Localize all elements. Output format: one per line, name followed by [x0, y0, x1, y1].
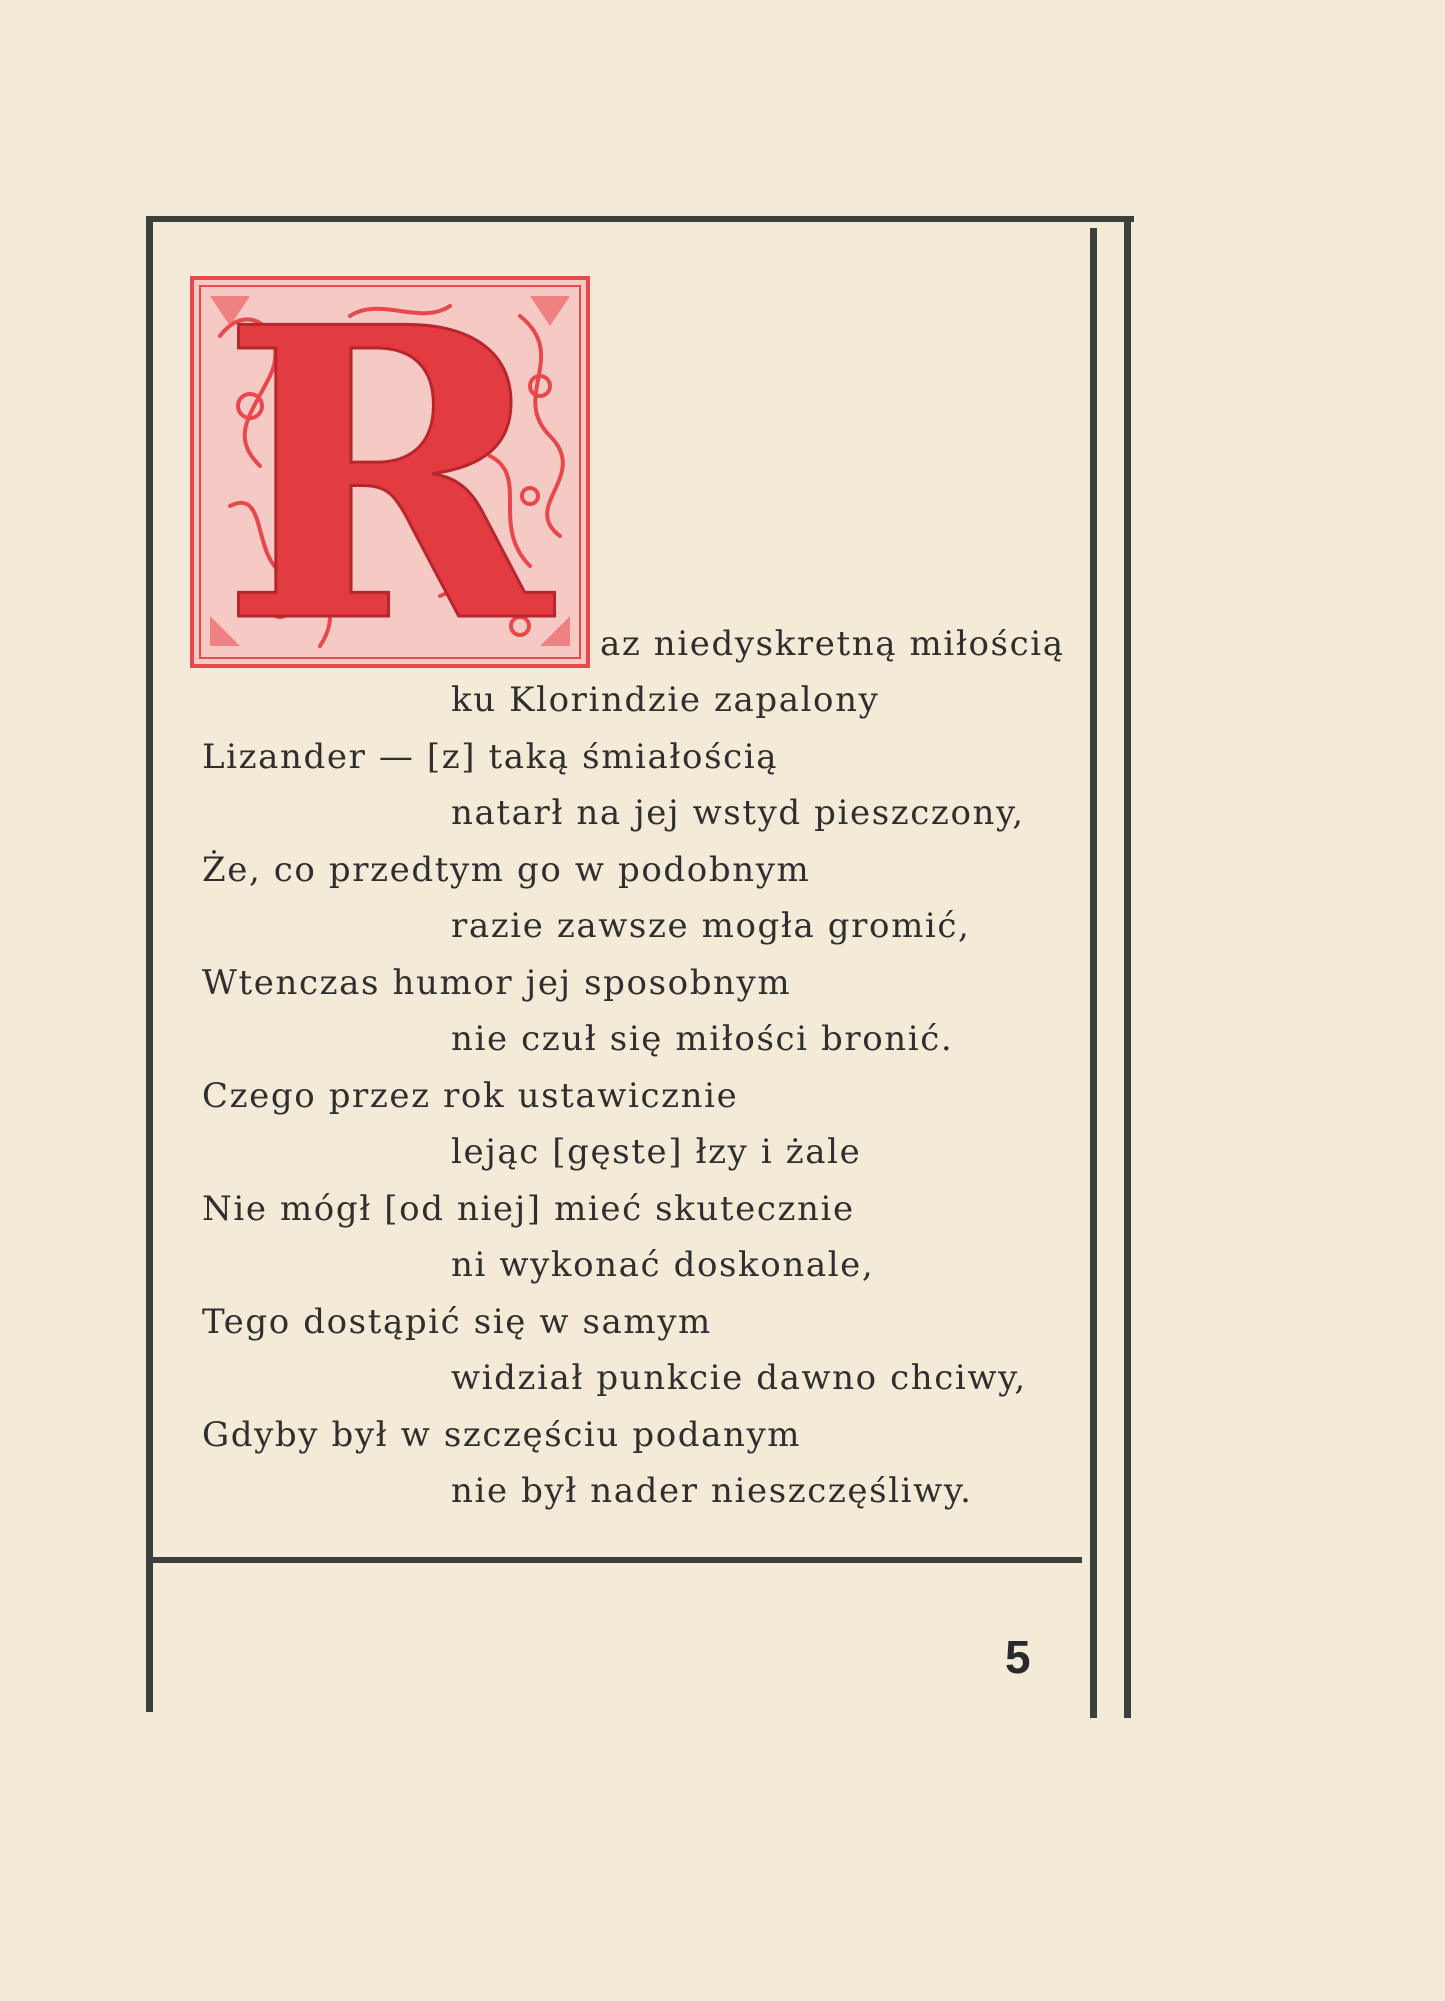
- poem-line: Że, co przedtym go w podobnym: [202, 850, 811, 890]
- poem-line: Nie mógł [od niej] mieć skutecznie: [202, 1189, 855, 1229]
- poem-line: az niedyskretną miłością: [600, 624, 1065, 664]
- poem-line: widział punkcie dawno chciwy,: [451, 1358, 1027, 1398]
- poem-line: Gdyby był w szczęściu podanym: [202, 1415, 802, 1455]
- poem-line: ni wykonać doskonale,: [451, 1245, 875, 1285]
- poem-line: razie zawsze mogła gromić,: [451, 906, 971, 946]
- poem-line: natarł na jej wstyd pieszczony,: [451, 793, 1025, 833]
- poem-line: nie był nader nieszczęśliwy.: [451, 1471, 973, 1511]
- poem-line: Tego dostąpić się w samym: [202, 1302, 712, 1342]
- poem-line: lejąc [gęste] łzy i żale: [451, 1132, 862, 1172]
- poem-line: nie czuł się miłości bronić.: [451, 1019, 954, 1059]
- svg-text:R: R: [219, 276, 553, 668]
- page-number: 5: [1005, 1631, 1031, 1683]
- poem-line: Lizander — [z] taką śmiałością: [202, 737, 779, 777]
- poem-line: Czego przez rok ustawicznie: [202, 1076, 739, 1116]
- poem-line: Wtenczas humor jej sposobnym: [202, 963, 792, 1003]
- poem-line: ku Klorindzie zapalony: [451, 680, 880, 720]
